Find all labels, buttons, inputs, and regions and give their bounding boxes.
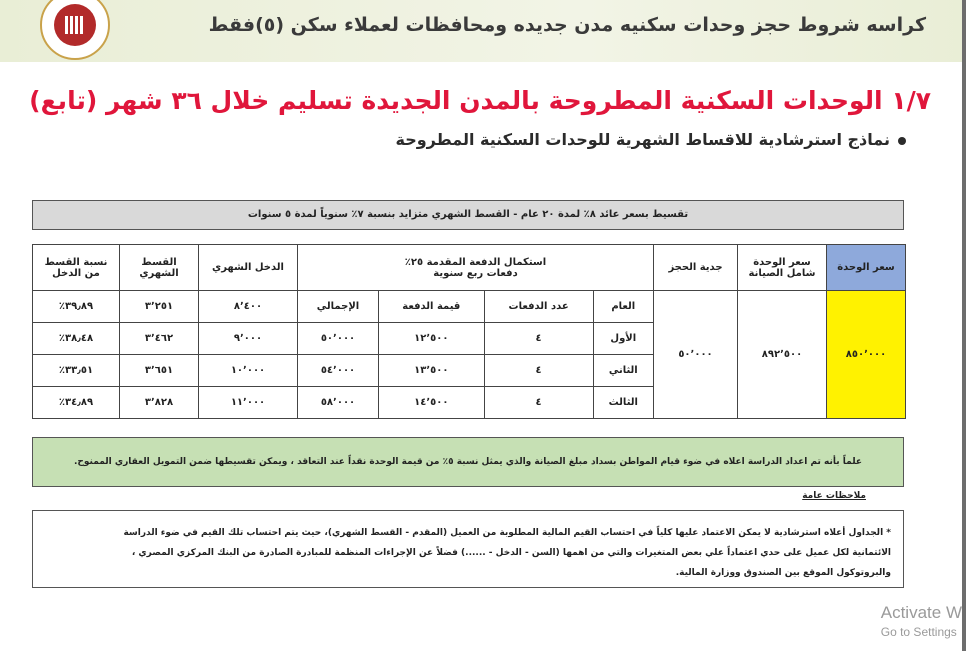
maintenance-note-box: علماً بأنه تم اعداد الدراسة اعلاه في ضوء قيام المواطن بسداد مبلغ الصيانة والذي يمثل نسبة ٥٪ من قيمة الوحدة نقداً عند التعاقد ، ويمكن تقسيطها ضمن التمويل العقاري الممنوح. <box>32 437 904 487</box>
header-unit-price-maintenance: سعر الوحدة شامل الصيانة <box>738 245 827 291</box>
header-ratio: نسبة القسط من الدخل <box>33 245 120 291</box>
note-line: والبروتوكول الموقع بين الصندوق ووزارة المالية. <box>675 568 891 578</box>
subheader-year: العام <box>593 291 653 323</box>
subheader-value: قيمة الدفعة <box>378 291 484 323</box>
section-title: ١/٧ الوحدات السكنية المطروحة بالمدن الجديدة تسليم خلال ٣٦ شهر (تابع) <box>29 86 931 115</box>
cell-income: ١٠٬٠٠٠ <box>199 355 298 387</box>
section-bullet-text: نماذج استرشادية للاقساط الشهرية للوحدات السكنية المطروحة <box>395 130 890 149</box>
header-quarterly-label: دفعات ربع سنوية <box>433 267 518 279</box>
cell-installment: ٣٬٦٥١ <box>120 355 199 387</box>
cell-installment: ٣٬٤٦٢ <box>120 323 199 355</box>
logo-emblem <box>54 4 96 46</box>
cell-year: الثالث <box>593 387 653 419</box>
cell-total: ٥٠٬٠٠٠ <box>298 323 379 355</box>
cell-ratio: ٣٩٫٨٩٪ <box>33 291 120 323</box>
header-down-payment-label: استكمال الدفعة المقدمة ٢٥٪ <box>404 256 547 268</box>
header-monthly-income: الدخل الشهري <box>199 245 298 291</box>
cell-value: ١٢٬٥٠٠ <box>378 323 484 355</box>
cell-unit-price: ٨٥٠٬٠٠٠ <box>827 291 906 419</box>
general-notes-box <box>32 510 904 588</box>
header-booking-deposit: جدية الحجز <box>654 245 738 291</box>
financing-terms-box: تقسيط بسعر عائد ٨٪ لمدة ٢٠ عام - القسط الشهري متزايد بنسبة ٧٪ سنوياً لمدة ٥ سنوات <box>32 200 904 230</box>
cell-ratio: ٣٣٫٥١٪ <box>33 355 120 387</box>
cell-value: ١٤٬٥٠٠ <box>378 387 484 419</box>
document-header-title: كراسه شروط حجز وحدات سكنيه مدن جديده ومحافظات لعملاء سكن (٥)فقط <box>208 14 926 36</box>
bullet-icon <box>898 137 906 145</box>
cell-income: ٩٬٠٠٠ <box>199 323 298 355</box>
cell-ratio: ٣٨٫٤٨٪ <box>33 323 120 355</box>
header-down-payment <box>298 245 654 291</box>
header-unit-price: سعر الوحدة <box>827 245 906 291</box>
subheader-total: الإجمالي <box>298 291 379 323</box>
section-bullet <box>396 130 907 149</box>
cell-unit-price-maintenance: ٨٩٢٬٥٠٠ <box>738 291 827 419</box>
cell-count: ٤ <box>484 387 593 419</box>
general-notes-label: ملاحظات عامة <box>802 491 866 501</box>
cell-count: ٤ <box>484 355 593 387</box>
window-edge <box>962 0 966 651</box>
cell-value: ١٣٬٥٠٠ <box>378 355 484 387</box>
cell-income: ٨٬٤٠٠ <box>199 291 298 323</box>
cell-installment: ٣٬٢٥١ <box>120 291 199 323</box>
cell-ratio: ٣٤٫٨٩٪ <box>33 387 120 419</box>
cell-booking-deposit: ٥٠٬٠٠٠ <box>654 291 738 419</box>
header-monthly-installment: القسط الشهري <box>120 245 199 291</box>
cell-count: ٤ <box>484 323 593 355</box>
cell-income: ١١٬٠٠٠ <box>199 387 298 419</box>
cell-total: ٥٨٬٠٠٠ <box>298 387 379 419</box>
note-line: * الجداول أعلاه استرشادية لا يمكن الاعتماد عليها كلياً في احتساب القيم المالية المطلوبة من العميل (المقدم - القسط الشهري)، حيث يتم احتساب تلك القيم في ضوء الدراسة <box>123 528 891 538</box>
subheader-count: عدد الدفعات <box>484 291 593 323</box>
cell-installment: ٣٬٨٢٨ <box>120 387 199 419</box>
watermark-line-1: Activate W <box>880 603 962 622</box>
activate-windows-watermark <box>881 603 962 639</box>
cell-year: الأول <box>593 323 653 355</box>
note-line: الائتمانية لكل عميل على حدي اعتماداً علي بعض المتغيرات والتي من اهمها (السن - الدخل - ......) فضلاً عن الإجراءات المنظمة للمبادرة الصادرة من البنك المركزي المصري ، <box>131 548 891 558</box>
cell-total: ٥٤٬٠٠٠ <box>298 355 379 387</box>
installments-table <box>32 244 906 419</box>
watermark-line-2: Go to Settings <box>880 625 957 639</box>
cell-year: الثاني <box>593 355 653 387</box>
